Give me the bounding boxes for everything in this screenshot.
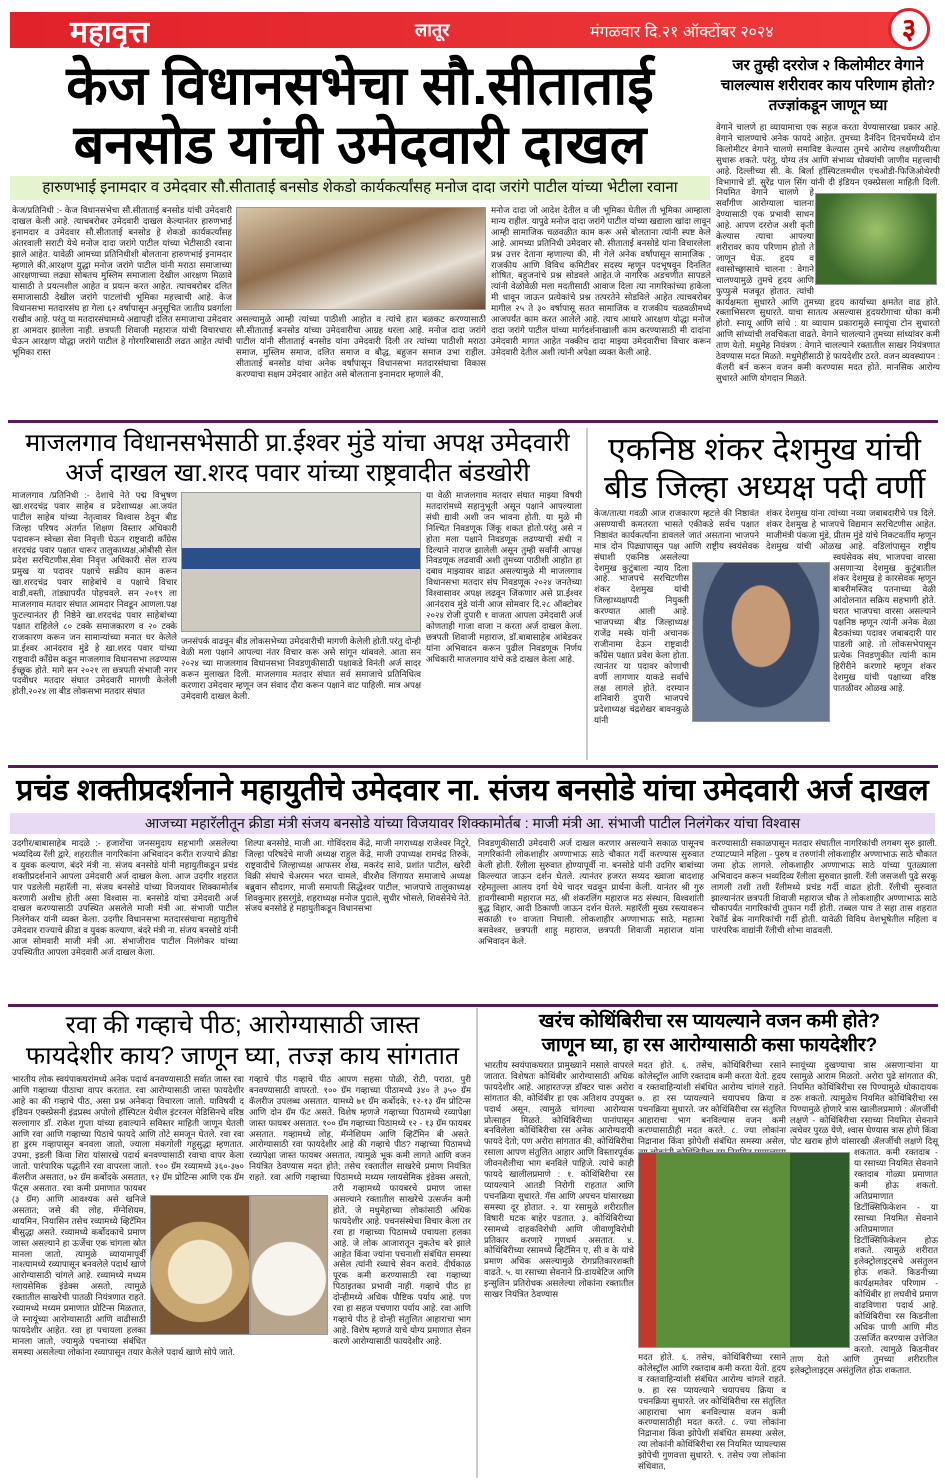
- deshmukh-photo: [692, 562, 830, 722]
- kothimbir-headline-1: [482, 1010, 937, 1034]
- kothimbir-headline-2-text: जाणून घ्या, हा रस आरोग्यासाठी कसा फायदेशीर?: [541, 1035, 878, 1056]
- column-divider: [476, 1008, 478, 1478]
- wheat-flour-photo: [250, 1195, 328, 1335]
- bansode-subhead-text: आजच्या महारॅलीतून क्रीडा मंत्री संजय बनसोडे यांच्या विजयावर शिक्कामोर्तब : माजी मंत्री आ. संभाजी पाटील निलंगेकर यांचा विश्वास: [144, 815, 801, 831]
- lead-headline-2-text: बनसोड यांची उमेदवारी दाखल: [73, 115, 647, 175]
- semolina-photo: [150, 1195, 250, 1335]
- lead-col-3: मनोज दादा जो आदेश देतील व जी भूमिका घेतील ती भूमिका आम्हाला मान्य राहील. यापुढे मनोज दादा जरांगे पाटील यांच्या खद्याला खांदा लावून आम्ही सामाजिक चळवळीत काम करू असे बोलताना त्यांनी स्पष्ट केले आहे. आमच्या प्रतिनिधी उमेदवार सौ. सीताताई बनसोडे यांना विचारलेला प्रश्न उत्तर देताना म्हणाल्या की, मी गेले अनेक वर्षांपासून सामाजिक , राजकीय आणि विविध कमिटीवर सदस्य म्हणून पदभूषवून दिनलित शोषित, बहुजनांचे प्रश्न सोडवले आहेत.जे नागरिक अडचणीत सापडले त्यांनी वेळोवेळी मला मदतीसाठी आवाज दिला त्या नागरिकांच्या हाकेला मी धावून जाऊन प्रत्येकांचे प्रश्न तत्परतेने सोडविले आहेत त्याचबरोबर मागील २५ ते ३० वर्षापासू सतत सामाजिक व राजकीय चळवळीमध्ये आजपर्यंत काम करत आलेले आहे. त्याच आधारे आरक्षण योद्धा मनोज दादा जरांगे पाटील यांच्या मार्गदर्शनाखाली काम करण्यासाठी मी दादांना उमेदवारी मागत आहेत नक्कीच दादा माझ्या उमेदवारीचा विचार करून उमेदवारी देतील अशी त्यांनी अपेक्षा व्यक्त केली आहे.: [491, 205, 711, 357]
- newspaper-logo: महावृत्त: [70, 16, 150, 49]
- deshmukh-headline-2: [592, 468, 937, 506]
- deshmukh-headline-2-text: बीड जिल्हा अध्यक्ष पदी वर्णी: [603, 469, 925, 505]
- column-divider: [586, 428, 588, 760]
- kothimbir-col-1: भारतीय स्वयंपाकघरात प्रामुख्याने मसाले वापरले जातात. विशेषतः कोथिंबीर आरोग्यासाठी अधिक फायदेशीर आहे. आहारतज्ज्ञ डॉक्टर चारू अरोरा सांगतात की, कोथिंबीर हा एक अतिशय उपयुक्त पदार्थ असून, त्यामुळे चांगल्या आरोग्यास प्रोत्साहन मिळते. कोथिंबिरीच्या पानांपासून बनविलेला कोथिंबिरीचा रस अनेक आरोग्यदायी फायदे देतो; पण अरोरा सांगतात की, कोथिंबिरीचा रसाला आपण संतुलित आहार आणि विस्तारपूर्वक जीवनशैलीचा भाग बनविले पाहिजे. त्यांचे काही फायदे खालीलप्रमाणे : १. कोथिंबिरीचा रस प्यायल्याने आतडी निरोगी राहतात आणि पचनक्रिया सुधारते. गॅस आणि अपचन यांसारख्या समस्या दूर होतात. २. या रसामुळे शरीरातील विषारी घटक बाहेर पडतात. ३. कोथिंबिरीच्या रसामध्ये दाहकविरोधी आणि जीवाणूविरोधी प्रतिकार करणारे गुणधर्म असतात. ४. कोथिंबिरीच्या रसामध्ये व्हिटॅमिन ए, सी व के यांचे प्रमाण अधिक असल्यामुळे रोगप्रतिकारशक्ती वाढते. ५. या रसाच्या सेवनाने प्रि-डायबेटिज आणि इन्सुलिन प्रतिरोधक असलेल्या लोकांना रक्तातील साखर नियंत्रित ठेवण्यास: [484, 1060, 634, 1300]
- walking-photo: [815, 193, 937, 285]
- lead-headline-1: [10, 58, 710, 116]
- rava-headline-1-text: रवा की गव्हाचे पीठ; आरोग्यासाठी जास्त: [65, 1011, 420, 1039]
- lead-col-2: असल्यामुळे आम्ही त्यांच्या पाठीशी आहोत व त्यांचे हात बळकट करण्यासाठी सौ.सीताताई बनसोड यांच्या उमेदवारीचा आग्रह धरला आहे. मनोज दादा जरांगे पाटील यांनी सीताताई बनसोड यांना उमेदवारी दिली तर त्यांच्या पाठीशी मराठा समाज, मुस्लिम समाज, दलित समाज व बौद्ध, बहुजन समाज उभा राहील. सीताताई बनसोड यांचा अनेक वर्षांपासून विधानसभा मतदारसंघाचा विकास करण्याचा सक्षम उमेदवार आहेत असे बोलताना इनामदार म्हणाले की,: [236, 314, 486, 379]
- rava-headline-2-text: फायदेशीर काय? जाणून घ्या, तज्ज्ञ काय सांगतात: [25, 1042, 460, 1070]
- bansode-col-2: शिल्पा बनसोडे, माजी आ. गोविंदराव केंद्रे, माजी नगराध्यक्ष राजेश्वर निटुरे, जिल्हा परिषदेचे माजी अध्यक्ष राहुल केंद्रे, माजी उपाध्यक्ष रामचंद्र तिरुके, राष्ट्रवादीचे जिल्हाध्यक्ष आफसर शेख, मकरंद सावे, प्रशांत पाटील, खरेदी विक्री संघाचे चेअरमन भरत चामले, वीरशैव लिंगायत समाजाचे अध्यक्ष बब्रुवान सौदागर, माजी समापती सिद्धेश्वर पाटील, भाजपाचे तालुकाध्यक्ष शिवकुमार हसरगुंडे, शहराध्यक्ष मनोज पुदाले, सुधीर भोसले, शिवसेनेचे नेते. संजय बनसोडे हे महायुतीकडून विधानसभा: [245, 838, 471, 914]
- majalgaon-headline-2: [10, 458, 585, 488]
- deshmukh-col-1-text: केज/तात्या गवळी आज राजकारण म्हटले की निष्ठावंत असण्याची कमतरता भासते एकीकडे सर्वच पक्षात निष्ठावंत कार्यकर्त्यांना डावलले जातं असताना भाजपने मात्र दोन पिढ्यापासून पक्ष आणि राष्ट्रीय स्वयंसेवक संघाशी एकनिष्ठ असलेल्या देशमुख कुटुंबाला न्याय दिला आहे. भाजपचे सरचिटणीस शंकर देशमुख यांची जिल्हाध्यक्षपदी नियुक्ती करण्यात आली आहे. भाजपच्या बीड जिल्हाध्यक्ष राजेंद्र मस्के यांनी अचानक राजीनामा देऊन राष्ट्रवादी काँग्रेस पक्षात प्रवेश केला होता. त्यानंतर या पदावर कोणाची वर्णी लागणार याकडे सर्वांचे लक्ष लागले होते. दरम्यान शनिवारी दुपारी भाजपचे प्रदेशाध्यक्ष चंद्रशेखर बावनकुळे यांनी: [594, 508, 759, 726]
- deshmukh-headline-1-text: एकनिष्ठ शंकर देशमुख यांची: [608, 431, 921, 467]
- lead-headline-2: [10, 117, 710, 175]
- lead-headline-1-text: केज विधानसभेचा सौ.सीताताई: [66, 56, 654, 116]
- kothimbir-headline-2: [482, 1034, 937, 1058]
- section-divider: [8, 1004, 938, 1007]
- bansode-headline: [10, 772, 935, 810]
- kothimbir-col-3: [790, 1060, 938, 1474]
- kothimbir-col-2: मदत होते. ६. तसेच, कोथिंबिरीच्या रसाने कोलेस्ट्रॉल आणि रक्तदाब कमी करता येतो. हृदय व रक्तवाहिन्यांशी संबंधित आरोग्य चांगले राहते. ७. हा रस प्यायल्याने चयापचय क्रिया व पचनक्रिया सुधारते. जर कोथिंबिरीचा रस संतुलित आहाराचा भाग बनविल्यास वजन कमी करण्यासाठीही मदत करते. ८. ज्या लोकांना निद्रानाश किंवा झोपेशी संबंधित समस्या असेल,: [638, 1060, 786, 1147]
- majalgaon-headline-2-text: अर्ज दाखल खा.शरद पवार यांच्या राष्ट्रवादीत बंडखोरी: [65, 459, 530, 487]
- kothimbir-photo-space: [790, 1150, 854, 1350]
- majalgaon-headline-1: [10, 428, 585, 458]
- bansode-col-3: निवडणुकीसाठी उमेदवारी अर्ज दाखल करणार असल्याने सकाळ पासूनच नागरिकांनी लोकशाहीर अण्णाभाऊ साठे चौकात गर्दी करण्यास सुरुवात केली होती. रॅलीला सुरुवात होण्यापूर्वी ना. बनसोडे यांनी उदगिर बाबांच्या किल्ल्यात जाऊन दर्शन घेतले. त्यानंतर हजरत सय्यद ख्वाजा बादशाह रहेमतुल्ला आलय दर्गा येथे चादर चढवून प्रार्थना केली. यानंतर श्री गुरु हावगीस्वामी महाराज मठ, श्री शंकरलिंग महाराज मठ संस्थान, विश्वशांती बुद्ध विहार, आदी ठिकाणी जाऊन दर्शन घेतले. महारॅली मुख्य रस्त्यावरून सकाळी १० वाजता निघाली. लोकशाहीर अण्णाभाऊ साठे, महात्मा बसवेश्वर, छत्रपती शाहू महाराज, छत्रपती शिवाजी महाराज यांना अभिवादन केले.: [478, 838, 704, 947]
- majalgaon-photo: [181, 492, 421, 632]
- rava-headline-1: [10, 1010, 475, 1041]
- majalgaon-col-3: या वेळी माजलगाव मतदार संघात माझ्या विषयी मतदारांमध्ये सहानुभूती असून पक्षाने आपल्याला संधी द्यावी अशी जन भावना होती. या मुळे मी निश्चित निवडणूक जिंकू शकत होतो.परंतु असे न होता मला पक्षाने निवडणूक लढण्याची संधी न दिल्याने नाराज झालेली असून तुम्ही सर्वांनी आपक्ष निवडणूक लढवावी अशी तुमच्या पाठीशी आहोत हा दबाव माझ्यावर वाढत असल्यामुळे मी माजलगाव विधानसभा मतदार संघ निवडणूक २०२४ जनतेच्या विश्वासावर अपक्ष लढवून जिंकणार असे प्रा.ईश्वर आनंदराव मुंडे यांनी आज सोमवार दि.२८ ऑक्टोबर २०२४ रोजी दुपारी १ वाजता आपला उमेदवारी अर्ज कोणताही गाजा वाजा न करता अर्ज दाखल केला. छत्रपती शिवाजी महाराज, डॉ.बाबासाहेब आंबेडकर यांना अभिवादन करून पुढील निवडणूक निर्णय अधिकारी माजलगाव यांचे कडे दाखल केला आहे.: [426, 490, 582, 664]
- bansode-headline-text: प्रचंड शक्तीप्रदर्शनाने महायुतीचे उमेदवार ना. संजय बनसोडे यांचा उमेदवारी अर्ज दाखल: [16, 774, 929, 807]
- deshmukh-headline-1: [592, 430, 937, 468]
- walking-headline: जर तुम्ही दररोज २ किलोमीटर वेगाने चालल्यास शरीरावर काय परिणाम होतो? तज्ज्ञांकडून जाणून घ्या: [720, 57, 936, 114]
- rava-headline-2: [10, 1041, 475, 1072]
- majalgaon-col-1: माजलगाव /प्रतिनिधी :- देशाचे नेते पद्म विभुषण खा.शरदचंद्र पवार साहेब व प्रदेशाध्यक्ष आ.जयंत पाटील साहेब यांच्या नेतृत्वावर विश्वास ठेवून बीड जिल्हा परिषद अंतर्गत शिक्षण विस्तार अधिकारी पदावरून स्वेच्छा सेवा निवृत्ती घेऊन राष्ट्रवादी कॉंग्रेस शरदचंद्र पवार पक्षात धारूर तालुकाध्यक्ष,ओबीसी सेल प्रदेश सरचिटणीस,सेवा निवृत्त अधिकारी सेल राज्य प्रमुख या पदावर पक्षाचे सक्रीय काम करून खा.शरदचंद्र पवार साहेबांचे व पक्षाचे विचार वाडी,वस्ती, तांड्यापर्यंत पोहचवले. सन २०१९ ला माजलगाव मतदार संघात आमदार निवडून आणला.पक्ष फुटल्यानंतर ही निष्ठेने खा.शरदचंद्र पवार साहेबांच्या पक्षात राहिलेले ८० टक्के समाजकारण व २० टक्के राजकारण करून जन सामान्यांच्या मनात घर केलेले प्रा.ईश्वर आनंदराव मुंडे हे खा.शरद पवार यांच्या राष्ट्रवादी कॉंग्रेस कडून माजलगाव विधानसभा लढण्यास ईच्छूक होते. मागे सन २०२१ ला छत्रपती संभाजी नगर पदवीधर मतदार संघात उमेदवारी मागणी केलेली होती,२०२४ ला बीड लोकसभा मतदार संघात: [12, 490, 177, 697]
- majalgaon-headline-1-text: माजलगाव विधानसभेसाठी प्रा.ईश्वर मुंडे यांचा अपक्ष उमेदवारी: [25, 429, 570, 457]
- kothimbir-col-2-cont: मदत होते. ६. तसेच, कोथिंबिरीच्या रसाने कोलेस्ट्रॉल आणि रक्तदाब कमी करता येतो. हृदय व रक्तवाहिन्यांशी संबंधित आरोग्य चांगले राहते. ७. हा रस प्यायल्याने चयापचय क्रिया व पचनक्रिया सुधारते. जर कोथिंबिरीचा रस संतुलित आहाराचा भाग बनविल्यास वजन कमी करण्यासाठीही मदत करते. ८. ज्या लोकांना निद्रानाश किंवा झोपेशी संबंधित समस्या असेल, त्या लोकांनी कोथिंबिरीचा रस नियमित प्यायल्यास झोपेची गुणवत्ता सुधारते. ९. तसेच ज्या लोकांना संधिवात,: [638, 1352, 786, 1472]
- section-divider: [8, 765, 938, 768]
- kothimbir-col-3-text: स्नायूंच्या दुखण्याचा त्रास असणाऱ्यांना या रसामुळे आराम मिळतो. अरोरा पुढे सांगतात की, नियमित कोथिंबिरीचा रस पिण्यामुळे धोकादायक ठरू शकतो. त्यामुळेच नियमित कोथिंबिरीचा रस पिण्यामुळे होणारे त्रास खालीलप्रमाणे : ॲलर्जीची लक्षणे - कोथिंबिरीचा रसाच्या नियमित सेवनाने त्वचेवर पुरळ येणे, श्वास घेण्यास त्रास होणे किंवा पोट खराब होणे यांसारखी ॲलर्जीची लक्षणे दिसू शकतात. कमी रक्तदाब - या रसाच्या नियमित सेवनाने रक्तदाब गोळ्या प्रमाणात कमी होऊ शकतो. अतिप्रमाणात डिटॉक्सिफिकेशन - या रसाच्या नियमित सेवनाने अतिप्रमाणात डिटॉक्सिफिकेशन होऊ शकते. त्यामुळे शरीरात इलेक्ट्रोलाइट्सचे असंतुलन होऊ शकते. किडनीच्या कार्यक्षमतेवर परिणाम - कोथिंबीर हा लघवीचे प्रमाण वाढविणारा पदार्थ आहे. कोथिंबिरीचा रस किडनीला अधिक पाणी आणि मीठ उत्सर्जित करण्यास उत्तेजित करतो. त्यामुळे किडनीवर ताण येतो आणि तुमच्या शरीरातील इलेक्ट्रोलाइट्स असंतुलित होऊ शकतात.: [790, 1060, 938, 1376]
- lead-col-1: केज/प्रतिनिधी :- केज विधानसभेचा सौ.सीताताई बनसोड यांची उमेदवारी दाखल केली आहे. त्याचबरोबर उमेदवारी दाखल केल्यानंतर हारुणभाई इनामदार व उमेदवार सौ.सीताताई बनसोड हे शेकडो कार्यकर्त्यांसह अंतरवाली सराटी येथे मनोज दादा जरांगे पाटील यांच्या भेटीसाठी रवाना झाले आहेत. यावेळी आमच्या प्रतिनिधीशी बोलताना हारुणभाई इनामदार म्हणाले की,आरक्षण युद्धा मनोज जरांगे पाटील यांनी मराठा समाजाच्या आरक्षणाच्या लढ्या सोबतच मुस्लिम समाजाला देखील आरक्षण मिळावे यासाठी ते प्रयत्नशील आहेत व प्रयत्न करत आहेत. त्याचबरोबर दलित समाजासाठी देखील जरांगे पाटलांची भूमिका महत्त्वाची आहे. केज विधानसभा मतदारसंघ हा गेला ६२ वर्षापासून अनुसूचित जातीय प्रवर्गाला राखीव आहे. परंतु या मतदारसंघामध्ये अद्यापही दलित समाजाचा उमेदवार हा आमदार झालेला नाही. छत्रपती शिवाजी महाराज यांची विचारधारा घेऊन आरक्षण योद्धा जरांगे पाटील हे गोरगरिबासाठी लढत आहेत त्यांची भूमिका रास्त: [12, 205, 232, 357]
- bansode-col-1: उदगीर/बाबासाहेब मादळे :- हजारोंचा जनसमुदाय सहभागी असलेल्या भव्यदिव्य रॅली द्वारे, शहरातील नागरिकांना अभिवादन करीत राज्याचे क्रीडा व युवक कल्याण, बंदरे मंत्री ना. संजय बनसोडे यांनी महायुतीकडून प्रचंड शक्तीप्रदर्शनाने आपला उमेदवारी अर्ज दाखल केला. आज उदगीर शहरात पार पडलेली महारॅली ना. संजय बनसोडे यांच्या विजयावर शिक्कामोर्तब करणारी अशीच होती असा विश्वास ना. बनसोडे यांचा उमेदवारी अर्ज दाखल करण्यासाठी उपस्थित असलेले माजी मंत्री आ. संभाजी पाटील निलंगेकर यांनी व्यक्त केला. उदगीर विधानसभा मतदारसंघाचा महायुतीचे उमेदवार राज्याचे क्रीडा व युवक कल्याण, बंदरे मंत्री ना. संजय बनसोडे यांनी आज सोमवारी माजी मंत्री आ. संभाजीराव पाटील निलंगेकर यांच्या उपस्थितीत आपला उमेदवारी अर्ज दाखल केला.: [12, 838, 238, 958]
- bansode-col-4: करण्यासाठी सकाळपासून मतदार संघातील नागरिकांची लगबग सुरु झाली. टप्याटप्याने महिला - पुरुष व तरुणांनी लोकशाहीर अण्णाभाऊ साठे चौकात जमा होऊ लागले. लोकशाहीर अण्णाभाऊ साठे यांच्या पुतळ्याला अभिवादन करून भव्यदिव्य रॅलीला सुरुवात झाली. रॅली जसजशी पुढे सरकू लागली तशी तशी रॅलीमध्ये प्रचंड गर्दी वाढत होती. रॅलीची सुरुवात झाल्यानंतर छत्रपती शिवाजी महाराज चौक ते लोकशाहीर अण्णाभाऊ साठे चौकापर्यंत नागरिकांची तुफान गर्दी होती. तब्बल पाच ते सहा तास शहरात रेकॉर्ड ब्रेक नागरिकांची गर्दी होती. यावेळी विविध वेशभूषेतील महिला व पारंपरिक वाद्यांनी रॅलीची शोभा वाढवली.: [711, 838, 937, 936]
- lead-subhead: [10, 176, 710, 200]
- page-number: ३: [888, 8, 930, 50]
- majalgaon-col-2: जनसंपर्क वाढवून बीड लोकसभेच्या उमेदवारीची मागणी केलेली होती.परंतु दोन्ही वेळी मला पक्षाने आपल्या नंतर विचार करू असे सांगून थांबवले. आता सन २०२४ च्या माजलगाव विधानसभा निवडणुकीसाठी पक्षाकडे विनंती अर्ज सादर करून मुलाखत दिली. माजलगाव मतदार संघात सर्व समाजाचे प्रतिनिधित्व करणारा उमेदवार म्हणून जन संवाद दौरा करून पक्षाने वाट पाहिली. मात्र अपक्ष उमेदवारी दाखल केली.: [181, 636, 421, 701]
- lead-subhead-text: हारुणभाई इनामदार व उमेदवार सौ.सीताताई बनसोड शेकडो कार्यकर्त्यांसह मनोज दादा जरांगे पाटील यांच्या भेटीला रवाना: [42, 179, 678, 196]
- rava-col-2-text: गव्हाचे पीठ गव्हाचे पीठ आपण सहसा पोळी, रोटी, पराठा, पुरी बनवण्यासाठी वापरतो. १०० ग्रॅम गव्हाच्या पीठामध्ये ३४० ते ३५० ग्रॅम कॅलरीज उपलब्ध असतात. यामध्ये ७१ ग्रॅम कर्बोदके, १२-१३ ग्रॅम प्रोटिन्स आणि दोन ग्रॅम फॅट असते. विशेष म्हणजे गव्हाच्या पिठामध्ये रव्यापेक्षा जास्त फायबर असतात. १०० ग्रॅम गव्हाच्या पिठामध्ये १२ - १३ ग्रॅम फायबर असतात. गव्हामध्ये लोह, मॅग्नेशियम आणि व्हिटॅमिन बी असते. आरोग्यासाठी रवा फायदेशीर आहे की गव्हाचे पीठ? गव्हाच्या पिठामध्ये रव्यापेक्षा जास्त फायबर असतात, त्यामुळे भूक कमी लागते आणि वजन नियंत्रित ठेवण्यास मदत होते; तसेच रक्तातील साखरेचे प्रमाण नियंत्रित राहते. रवा आणि गव्हाच्या पिठामध्ये मध्यम ग्लायसेमिक इंडेक्स असतो, तरी गव्हामध्ये फायबरचे प्रमाण जास्त असल्याने रक्तातील साखरेचे उत्सर्जन कमी होते, जे मधुमेहाच्या लोकांसाठी अधिक फायदेशीर आहे. पचनसंस्थेचा विचार केला तर रवा हा गव्हाच्या पिठामध्ये पचायला हलका आहे. जे लोक आजारातून नुकतेच बरे झाले आहेत किंवा ज्यांना पचनाशी संबंधित समस्या असेल त्यांनी रव्याचे सेवन करावे. दीर्घकाळ पूरक कमी करण्यासाठी रवा गव्हाच्या पिठाइतका प्रभावी नाही. गव्हाचे पीठ हा दोन्हीमध्ये अधिक पौष्टिक पर्याय आहे. पण रवा हा सहज पचणारा पर्याय आहे. रवा आणि गव्हाचे पीठ हे दोन्ही संतुलित आहाराचा भाग आहे. विशेष म्हणजे याचे योग्य प्रमाणात सेवन करणे आरोग्यासाठी फायदेशीर आहे.: [249, 1074, 471, 1346]
- lead-photo: [236, 207, 486, 310]
- issue-date: मंगळवार दि.२१ ऑक्टोंबर २०२४: [590, 24, 774, 41]
- edition-city: लातूर: [415, 20, 450, 40]
- walking-body-text: वेगाने चालणे हा व्यायामाचा एक सहज करता येण्यासारखा प्रकार आहे. वेगाने चालण्याचे अनेक फायदे आहेत. तुमच्या दैनंदिन दिनचर्येमध्ये दोन किलोमीटर वेगाने चालणे समाविष्ट केल्यास तुमचे आरोग्य लक्षणीयरीत्या सुधारू शकते. परंतु, योग्य तंत्र आणि संभाव्य धोक्यांची जाणीव महत्त्वाची आहे. दिल्लीच्या सी. के. बिर्ला हॉस्पिटलमधील एचओडी-फिजिओथेरपी विभागाचे डॉ. सुरेंद्र पाल सिंग यांनी दी इंडियन एक्स्प्रेसला माहिती दिली. नियमित वेगाने चालणे हे सर्वांगीण आरोग्याला चालना देण्यासाठी एक प्रभावी साधन आहे. आपण दररोज अशी कृती केल्यास त्याचा आपल्या शरीरावर काय परिणाम होतो ते जाणून घेऊ. हृदय व श्वासोच्छ्वासाचे चालना : वेगाने चालण्यामुळे तुमचे हृदय आणि फुप्फुसे मजबूत होतात. त्यांची कार्यक्षमता सुधारते आणि तुमच्या हृदय कार्याच्या क्षमतेत वाढ होते. रक्ताभिसरण सुधारते. याचा सातत्य असल्यास हृदयरोगाचा धोका कमी होतो. स्नायू आणि सांधे : या व्यायाम प्रकारामुळे स्नायूंचा टोन सुधारतो आणि सांध्यांची लवचिकता वाढते. वेगाने चालल्याने तुमच्या सांध्यांवर कमी ताण येतो. मधुमेह नियंत्रण : वेगाने चालल्याने रक्तातील साखर नियंत्रणात ठेवण्यास मदत मिळते. मधुमेहींसाठी हे फायदेशीर ठरते. वजन व्यवस्थापन : कॅलरी बर्न करून वजन कमी करण्यास मदत होते. मानसिक आरोग्य सुधारते आणि योगदान मिळते.: [716, 122, 940, 383]
- bansode-subhead: [10, 813, 935, 834]
- kothimbir-headline-1-text: खरंच कोथिंबिरीचा रस प्यायल्याने वजन कमी होते?: [538, 1011, 881, 1032]
- deshmukh-col-2-text: शंकर देशमुख यांना त्यांच्या नव्या जबाबदारीचे पत्र दिले. शंकर देशमुख हे भाजपचे विद्यमान सरचिटणीस आहेत. माजीमंत्री पंकजा मुंडे, प्रीतम मुंडे यांचे निकटवर्तीय म्हणून देशमुख यांची ओळख आहे. वडिलांपासून राष्ट्रीय स्वयंसेवक संघ, भाजपचा वारसा असणाऱ्या देशमुख कुटुंबातील शंकर देशमुख हे कारसेवक म्हणून बाबरीमस्जिद पतनाच्या वेळी आंदोलनात सक्रिय सहभागी होते. घरात भाजपचा वारसा असल्याने पक्षनिष्ठ म्हणून त्यांनी अनेक वेळा बैठकांच्या पदावर जबाबदारी पार पाडली आहे. तो लोकसभेपासून प्रत्येक निवडणुकीत त्यांनी काम हिरीरीने करणारे म्हणून शंकर देशमुख यांची पक्षाच्या वरिष्ठ पातळीवर ओळख आहे.: [766, 508, 936, 693]
- rava-col-1-text: भारतीय लोक स्वयंपाकघरांमध्ये अनेक पदार्थ बनवण्यासाठी सर्वात जास्त रवा आणि गव्हाच्या पीठाचा वापर करतात. रवा आरोग्यासाठी जास्त फायदेशीर आहे का की गव्हाचे पीठ, असा प्रश्न अनेकदा विचारला जातो. याविषयी द इंडियन एक्स्प्रेसनी इंद्रप्रस्थ अपोलो हॉस्पिटल येथील इंटरनल मेडिसिनचे वरिष्ठ सल्लागार डॉ. राकेश गुप्ता यांच्या हवाल्याने सविस्तर माहिती जाणून घेतली आणि रवा आणि गव्हाच्या पिठाचे फायदे आणि तोटे समजून घेतले. रवा रवा हा डुरम गव्हापासून बनवला जातो, ज्याला मंकगोली गहूसुद्धा म्हणतात. उपमा, इडली किंवा शिरा यांसारखे पदार्थ बनवण्यासाठी रवाचा वापर केला जातो. पारंपारिक पद्धतीने रवा वापरला जातो. १०० ग्रॅम रव्यामध्ये ३६०-३७० कॅलरीज असतात, ७२ ग्रॅम कर्बोदके असतात, १२ ग्रॅम प्रोटिन्स आणि एक ग्रॅम फॅट्स असतात. रवा कमी प्रमाणात फायबर (३ ग्रॅम) आणि आवश्यक असे खनिजे असतात; जसे की लोह, मॅग्नेशियम, थायमिन, नियासिन तसेच रव्यामध्ये व्हिटॅमिन बीसुद्धा असते. रव्यामध्ये कर्बोदकाचे प्रमाण जास्त असल्याने हा ऊर्जेचा एक चांगला स्रोत मानला जातो, त्यामुळे व्यायामापूर्वी नाश्त्यामध्ये रव्यापासून बनवलेले पदार्थ खाणे आरोग्यासाठी चांगले आहे. रव्यामध्ये मध्यम ग्लायसेमिक इंडेक्स असतो, त्यामुळे रक्तातील साखरेची पातळी नियंत्रणात राहते. रव्यामध्ये मध्यम प्रमाणात प्रोटिन्स मिळतात, जे स्नायूंच्या आरोग्यासाठी आणि वाढीसाठी फायदेशीर आहेत. रवा हा पचायला हलका मानला जातो, ज्यामुळे पचनाच्या संबंधित समस्या असलेल्या लोकांना रव्यापासून तयार केलेले पदार्थ खाणे सोपे जाते.: [12, 1074, 244, 1357]
- section-divider: [8, 420, 938, 423]
